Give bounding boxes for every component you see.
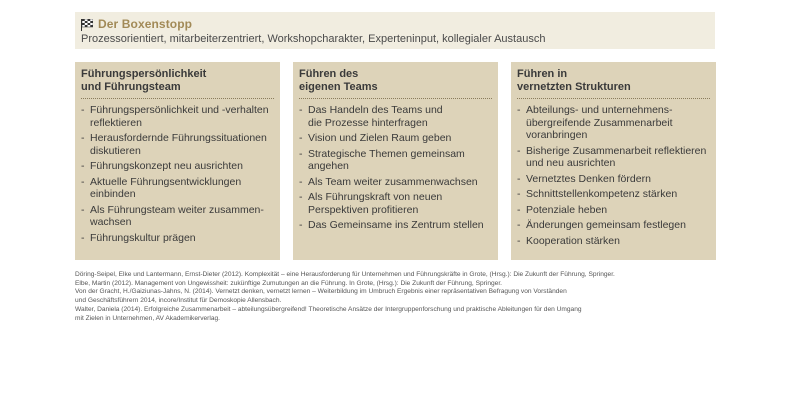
header-title-row <box>81 17 192 31</box>
list-item-line: - Führungskultur prägen <box>90 231 196 244</box>
list-item-line: - Kooperation stärken <box>526 234 620 247</box>
list-item-line: - Vernetztes Denken fördern <box>526 172 651 185</box>
list-item-line: - Vision und Zielen Raum geben <box>308 132 452 144</box>
reference-line: Von der Gracht, H./Gaiziunas-Jahns, N. (2014). Vernetzt denken, vernetzt lernen – Weiterbildung im Umbruch Ergebnis einer repräsentativen Befragung von Vorständen <box>75 288 567 296</box>
column-heading-line: Führen des <box>299 68 359 80</box>
header-box <box>75 12 715 49</box>
header-title: Der Boxenstopp <box>98 17 193 31</box>
list-item <box>517 235 712 248</box>
list-item-line: - Herausfordernde Führungssituationen <box>90 132 267 144</box>
list-item-line: einbinden <box>90 188 136 200</box>
list-item-line: - Potenziale heben <box>526 203 608 216</box>
column-vernetzte-strukturen <box>511 62 716 260</box>
list-item <box>81 176 276 201</box>
list-item-line: voranbringen <box>526 129 588 141</box>
column-eigenes-team <box>293 62 498 260</box>
column-heading <box>299 68 492 99</box>
list-item-line: - Abteilungs- und unternehmens- <box>526 104 673 116</box>
list-item <box>81 104 276 129</box>
column-list <box>81 104 276 247</box>
checkered-flag-icon <box>81 18 93 30</box>
list-item-line: angehen <box>308 160 349 172</box>
list-item <box>299 148 494 173</box>
list-item-line: - Aktuelle Führungsentwicklungen <box>90 175 242 188</box>
list-item <box>299 191 494 216</box>
column-heading-line: Führungspersönlichkeit <box>81 68 207 80</box>
list-item <box>81 232 276 245</box>
reference-line: und Geschäftsführern 2014, incore/Institut für Demoskopie Allensbach. <box>75 297 282 305</box>
list-item <box>517 145 712 170</box>
list-item-line: und neu ausrichten <box>526 157 616 169</box>
list-item-line: - Bisherige Zusammenarbeit reflektieren <box>526 144 707 157</box>
list-item-line: - Strategische Themen gemeinsam <box>308 147 465 160</box>
list-item-line: - Das Gemeinsame ins Zentrum stellen <box>308 219 484 231</box>
column-heading <box>517 68 710 99</box>
reference-line: Elbe, Martin (2012). Management von Ungewissheit: zukünftige Zumutungen an die Führung. In Grote, (Hrsg.): Die Zukunft der Führung, Springer. <box>75 279 502 287</box>
list-item-line: reflektieren <box>90 116 142 129</box>
list-item-line: - Änderungen gemeinsam festlegen <box>526 219 686 231</box>
list-item <box>81 132 276 157</box>
list-item <box>81 204 276 229</box>
column-list <box>299 104 494 235</box>
list-item <box>517 104 712 142</box>
list-item-line: - Führungspersönlichkeit und -verhalten <box>90 104 269 116</box>
list-item <box>517 173 712 186</box>
reference-line: Walter, Daniela (2014). Erfolgreiche Zusammenarbeit – abteilungsübergreifend! Theoretische Ansätze der Intergruppenforschung und praktische Ableitungen für den Umgang <box>75 305 582 313</box>
list-item-line: - Schnittstellenkompetenz stärken <box>526 188 678 200</box>
reference-line: mit Zielen in Unternehmen, AV Akademikerverlag. <box>75 314 221 322</box>
list-item-line: - Als Führungsteam weiter zusammen- <box>90 203 264 216</box>
list-item-line: wachsen <box>90 216 132 228</box>
column-heading-line: und Führungsteam <box>81 81 181 93</box>
column-heading-line: Führen in <box>517 68 568 80</box>
list-item-line: - Als Führungskraft von neuen <box>308 191 443 203</box>
list-item <box>299 132 494 145</box>
list-item <box>299 104 494 129</box>
column-fuehrungspersoenlichkeit <box>75 62 280 260</box>
references <box>75 271 725 323</box>
column-heading-line: eigenen Teams <box>299 81 378 93</box>
column-list <box>517 104 712 250</box>
list-item-line: Perspektiven profitieren <box>308 203 419 216</box>
list-item-line: übergreifende Zusammenarbeit <box>526 116 673 129</box>
list-item-line: - Führungskonzept neu ausrichten <box>90 160 243 172</box>
column-heading <box>81 68 274 99</box>
list-item-line: diskutieren <box>90 144 141 157</box>
list-item <box>517 219 712 232</box>
list-item <box>517 188 712 201</box>
list-item <box>517 204 712 217</box>
reference-line: Döring-Seipel, Elke und Lantermann, Ernst-Dieter (2012). Komplexität – eine Herausforderung für Unternehmen und Führungskräfte in Grote, (Hrsg.): Die Zukunft der Führung, Springer. <box>75 271 615 278</box>
list-item <box>81 160 276 173</box>
column-heading-line: vernetzten Strukturen <box>517 81 631 93</box>
list-item <box>299 176 494 189</box>
header-subtitle: Prozessorientiert, mitarbeiterzentriert, Workshopcharakter, Experteninput, kollegialer Austausch <box>81 33 546 45</box>
list-item-line: die Prozesse hinterfragen <box>308 116 428 129</box>
list-item-line: - Das Handeln des Teams und <box>308 104 443 116</box>
list-item-line: - Als Team weiter zusammenwachsen <box>308 175 478 188</box>
list-item <box>299 219 494 232</box>
